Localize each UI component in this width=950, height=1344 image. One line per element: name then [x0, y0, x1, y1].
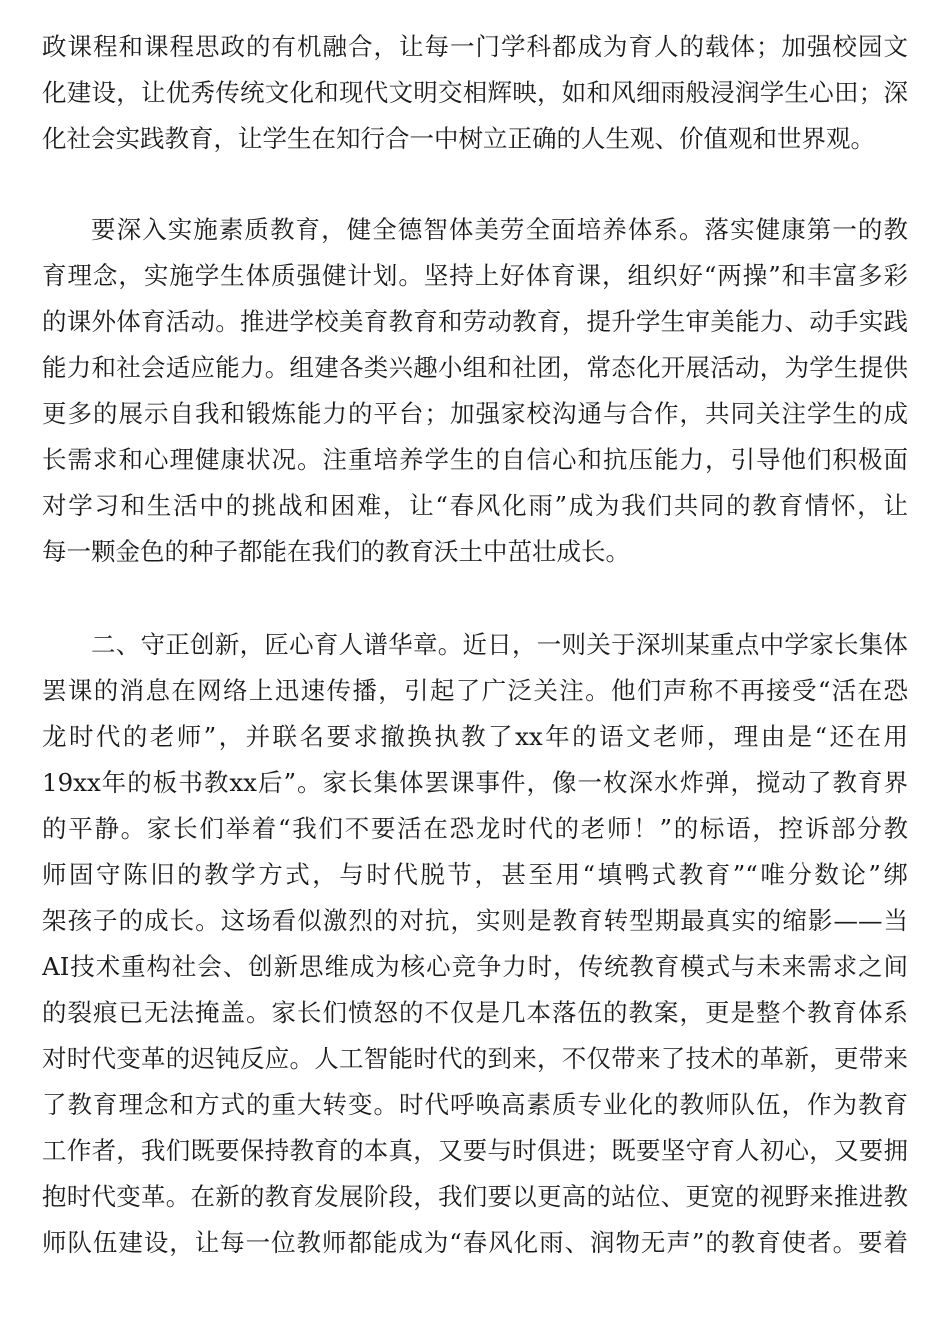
text-line: 更多的展示自我和锻炼能力的平台；加强家校沟通与合作，共同关注学生的成	[42, 399, 908, 428]
text-line: 师固守陈旧的教学方式，与时代脱节，甚至用“填鸭式教育”“唯分数论”绑	[42, 860, 908, 889]
text-line: 架孩子的成长。这场看似激烈的对抗，实则是教育转型期最真实的缩影——当	[42, 906, 908, 935]
text-line: 的裂痕已无法掩盖。家长们愤怒的不仅是几本落伍的教案，更是整个教育体系	[42, 998, 908, 1027]
text-line: 抱时代变革。在新的教育发展阶段，我们要以更高的站位、更宽的视野来推进教	[42, 1182, 908, 1211]
paragraph-2	[42, 207, 908, 575]
text-line: 二、守正创新，匠心育人谱华章。近日，一则关于深圳某重点中学家长集体	[91, 630, 908, 659]
paragraph-1	[42, 24, 908, 162]
text-line: 对时代变革的迟钝反应。人工智能时代的到来，不仅带来了技术的革新，更带来	[42, 1044, 908, 1073]
text-line: AI技术重构社会、创新思维成为核心竞争力时，传统教育模式与未来需求之间	[42, 952, 908, 981]
text-line: 化社会实践教育，让学生在知行合一中树立正确的人生观、价值观和世界观。	[42, 124, 875, 153]
text-line: 罢课的消息在网络上迅速传播，引起了广泛关注。他们声称不再接受“活在恐	[42, 676, 908, 705]
text-line: 的课外体育活动。推进学校美育教育和劳动教育，提升学生审美能力、动手实践	[42, 307, 908, 336]
text-line: 对学习和生活中的挑战和困难，让“春风化雨”成为我们共同的教育情怀，让	[42, 491, 908, 520]
text-line: 的平静。家长们举着“我们不要活在恐龙时代的老师！”的标语，控诉部分教	[42, 814, 908, 843]
text-line: 19xx年的板书教xx后”。家长集体罢课事件，像一枚深水炸弹，搅动了教育界	[42, 768, 908, 797]
text-line: 师队伍建设，让每一位教师都能成为“春风化雨、润物无声”的教育使者。要着	[42, 1228, 908, 1257]
text-line: 能力和社会适应能力。组建各类兴趣小组和社团，常态化开展活动，为学生提供	[42, 353, 908, 382]
text-line: 长需求和心理健康状况。注重培养学生的自信心和抗压能力，引导他们积极面	[42, 445, 908, 474]
text-line: 化建设，让优秀传统文化和现代文明交相辉映，如和风细雨般浸润学生心田；深	[42, 78, 908, 107]
paragraph-3	[42, 622, 908, 1266]
text-line: 育理念，实施学生体质强健计划。坚持上好体育课，组织好“两操”和丰富多彩	[42, 261, 908, 290]
text-line: 每一颗金色的种子都能在我们的教育沃土中茁壮成长。	[42, 537, 630, 566]
text-line: 龙时代的老师”，并联名要求撤换执教了xx年的语文老师，理由是“还在用	[42, 722, 908, 751]
text-line: 要深入实施素质教育，健全德智体美劳全面培养体系。落实健康第一的教	[91, 215, 908, 244]
text-line: 工作者，我们既要保持教育的本真，又要与时俱进；既要坚守育人初心，又要拥	[42, 1136, 908, 1165]
text-line: 了教育理念和方式的重大转变。时代呼唤高素质专业化的教师队伍，作为教育	[42, 1090, 908, 1119]
text-line: 政课程和课程思政的有机融合，让每一门学科都成为育人的载体；加强校园文	[42, 32, 908, 61]
